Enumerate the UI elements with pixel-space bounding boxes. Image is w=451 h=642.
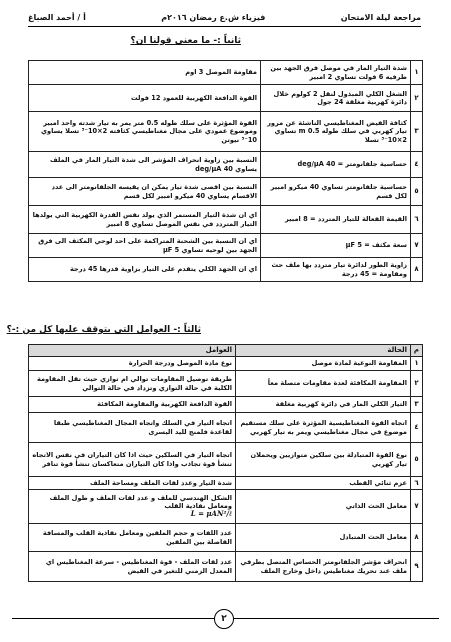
meaning-row (29, 112, 423, 152)
factors-row (29, 443, 423, 477)
statement-cell: القيمة الفعالة للتيار المتردد = 8 امبير (261, 206, 411, 234)
factors-row (29, 357, 423, 371)
meaning-cell: اي ان الجهد الكلي يتقدم على التيار بزاوية قدرها 45 درجة (29, 258, 261, 282)
page-header (28, 10, 421, 27)
factors-row (29, 552, 423, 582)
meaning-cell: اي ان النسبة بين الشحنة المتراكمة على احد لوحي المكثف الى فرق الجهد بين لوحيه تساوي 5 μF (29, 234, 261, 258)
condition-cell: المقاومة النوعية لمادة موصل (236, 357, 411, 371)
row-number: ٧ (411, 490, 423, 524)
row-number: ١ (411, 357, 423, 371)
meaning-row (29, 258, 423, 282)
meaning-row (29, 234, 423, 258)
condition-cell: المقاومة المكافئة لعدة مقاومات متصلة معاً (236, 371, 411, 397)
row-number: ٣ (411, 397, 423, 413)
row-number: ١ (411, 61, 423, 85)
section3-title: ثالثاً :- العوامل التي يتوقف عليها كل من :-؟ (6, 325, 201, 335)
meaning-row (29, 61, 423, 85)
factors-text: شدة التيار وعدد لفات الملف ومساحة الملف (90, 478, 232, 487)
factors-cell (29, 490, 236, 524)
condition-cell: اتجاه القوة المغناطيسية المؤثرة على سلك مستقيم موضوع في مجال مغناطيسي ويمر به تيار كهربي (236, 413, 411, 443)
condition-cell: نوع القوة المتبادلة بين سلكين متوازيين ويحملان تيار كهربي (236, 443, 411, 477)
header-num: م (411, 345, 423, 357)
condition-cell: انحراف مؤشر الجلفانومتر الحساس المتصل بطرفي ملف عند تحريك مغناطيس داخل وخارج الملف (236, 552, 411, 582)
factors-cell (29, 357, 236, 371)
row-number: ٨ (411, 258, 423, 282)
factors-cell (29, 397, 236, 413)
section2-title: ثانياً :- ما معنى قولنا ان؟ (130, 36, 241, 46)
row-number: ٨ (411, 524, 423, 552)
factors-cell (29, 413, 236, 443)
row-number: ٩ (411, 552, 423, 582)
factors-text: القوة الدافعة الكهربية والمقاومة المكافئة (97, 400, 232, 409)
factors-table (28, 344, 423, 582)
meaning-row (29, 85, 423, 112)
row-number: ٢ (411, 371, 423, 397)
factors-cell (29, 443, 236, 477)
condition-cell: التيار الكلي المار في دائرة كهربية مغلقة (236, 397, 411, 413)
inductance-formula: L = μAN²/ℓ (190, 509, 232, 519)
factors-text: اتجاه التيار في السلك واتجاه المجال المغناطيسي طبقا لقاعدة فلمنج لليد اليسرى (53, 419, 232, 436)
factors-row (29, 397, 423, 413)
row-number: ٥ (411, 178, 423, 206)
page-number: ٢ (214, 609, 234, 629)
statement-cell: زاوية الطور لدائرة تيار متردد بها ملف حث ومقاومة = 45 درجة (261, 258, 411, 282)
factors-text: اتجاه التيار في السلكين حيث اذا كان التياران في نفس الاتجاه تنشأ قوة تجاذب واذا كان التياران متعاكسان تنشأ قوة تنافر (32, 451, 232, 468)
meaning-row (29, 178, 423, 206)
row-number: ٧ (411, 234, 423, 258)
statement-cell: الشغل الكلي المبذول لنقل 2 كولوم خلال دائرة كهربية مغلقة 24 جول (261, 85, 411, 112)
row-number: ٦ (411, 206, 423, 234)
factors-text: الشكل الهندسي للملف و عدد لفات الملف و طول الملف ومعامل نفاذية القلب (49, 494, 232, 511)
factors-row (29, 490, 423, 524)
factors-cell (29, 524, 236, 552)
meaning-row (29, 152, 423, 178)
meaning-cell: مقاومة الموصل 3 اوم (29, 61, 261, 85)
factors-row (29, 524, 423, 552)
header-center: فيزياء ش.ع رمضان ٢٠١٦م (161, 12, 266, 22)
condition-cell: معامل الحث الذاتي (236, 490, 411, 524)
meaning-cell: النسبة بين زاوية انحراف المؤشر الى شدة التيار المار في الملف يساوي 40 deg/μA (29, 152, 261, 178)
condition-cell: معامل الحث المتبادل (236, 524, 411, 552)
factors-text: عدد لفات الملف - قوة المغناطيس - سرعة المغناطيس اي المعدل الزمني للتغير في الفيض (45, 558, 232, 575)
meaning-cell: القوة المؤثرة على سلك طوله 0.5 متر يمر به تيار شدته واحد امبير وموضوع عمودي على مجال مغناطيسي كثافته 2×10⁻³ تسلا يساوي 10⁻³ نيوتن (29, 112, 261, 152)
row-number: ٤ (411, 413, 423, 443)
row-number: ٤ (411, 152, 423, 178)
row-number: ٦ (411, 477, 423, 490)
factors-text: عدد اللفات و حجم الملفين ومعامل نفاذية القلب والمسافة الفاصلة بين الملفين (42, 529, 232, 546)
factors-text: نوع مادة الموصل ودرجة الحرارة (128, 359, 232, 368)
factors-header-row (29, 345, 423, 357)
header-right: مراجعة ليلة الامتحان (340, 12, 421, 22)
factors-row (29, 477, 423, 490)
meaning-cell: القوة الدافعة الكهربية للعمود 12 فولت (29, 85, 261, 112)
meaning-cell: اي ان شدة التيار المستمر الذي يولد نفس القدرة الكهربية التي يولدها التيار المتردد في نفس الموصل تساوي 8 امبير (29, 206, 261, 234)
factors-cell (29, 477, 236, 490)
factors-text: طريقة توصيل المقاومات توالي ام توازي حيث تقل المقاومة الكلية في حالة التوازي وتزداد في حالة التوالي (36, 375, 232, 392)
statement-cell: حساسية جلفانومتر تساوي 40 ميكرو امبير لكل قسم (261, 178, 411, 206)
header-cond: الحالة (236, 345, 411, 357)
condition-cell: عزم ثنائي القطب (236, 477, 411, 490)
statement-cell: كثافة الفيض المغناطيسي الناشئة عن مرور تيار كهربي في سلك طوله 0.5 m تساوي 2×10⁻³ تسلا (261, 112, 411, 152)
factors-row (29, 371, 423, 397)
factors-row (29, 413, 423, 443)
factors-cell (29, 552, 236, 582)
row-number: ٣ (411, 112, 423, 152)
statement-cell: شدة التيار المار في موصل فرق الجهد بين طرفيه 6 فولت تساوي 2 امبير (261, 61, 411, 85)
meaning-cell: النسبة بين اقصى شدة تيار يمكن ان يقيسه الجلفانومتر الى عدد الاقسام يساوي 40 ميكرو امبير لكل قسم (29, 178, 261, 206)
factors-cell (29, 371, 236, 397)
header-factors: العوامل (29, 345, 236, 357)
statement-cell: سعة مكثف = 5 μF (261, 234, 411, 258)
meaning-table (28, 60, 423, 282)
row-number: ٥ (411, 443, 423, 477)
statement-cell: حساسية جلفانومتر = 40 deg/μA (261, 152, 411, 178)
row-number: ٢ (411, 85, 423, 112)
header-left: أ / أحمد الصباغ (28, 12, 86, 22)
meaning-row (29, 206, 423, 234)
